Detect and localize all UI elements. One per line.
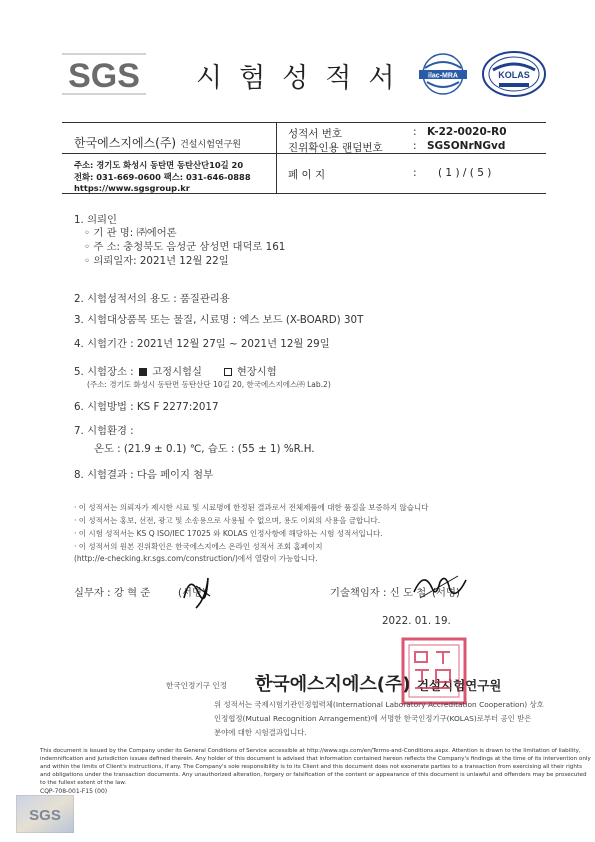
client-request-date: ◦ 의뢰일자: 2021년 12월 22일 (84, 255, 229, 267)
section-1-title: 1. 의뢰인 (74, 214, 117, 226)
report-no-label: 성적서 번호 (288, 128, 343, 140)
section-3-sample: 3. 시험대상품목 또는 물질, 시료명 : 엑스 보드 (X-BOARD) 30T (74, 314, 364, 326)
manager-label: 기술책임자 : 신 도 철 (330, 587, 427, 599)
official-seal (400, 636, 468, 706)
company-phone: 전화: 031-669-0600 팩스: 031-646-0888 (74, 172, 251, 182)
verify-no-label: 진위확인용 랜덤번호 (288, 142, 383, 154)
section-7-title: 7. 시험환경 : (74, 425, 134, 437)
client-address: ◦ 주 소: 충청북도 음성군 삼성면 대덕로 161 (84, 241, 286, 253)
document-title: 시험성적서 (196, 63, 412, 94)
practitioner-sign-label: (서명) (178, 587, 206, 599)
footer-line-4: and obligations under the transaction documents. Any unauthorized alteration, forgery or falsification of the content or appearance of this document is unlawful and offenders may be prosecuted (40, 772, 587, 778)
ilac-mra-seal (415, 52, 471, 96)
manager-signature (410, 568, 470, 604)
form-code: CQP-708-001-F15 (00) (40, 788, 108, 795)
accreditation-company-sub: 건설시험연구원 (416, 678, 502, 693)
location-address-note: (주소: 경기도 화성시 동탄면 동탄산단 10길 20, 한국에스지에스㈜ Lab.2) (87, 380, 331, 389)
report-no-value: K-22-0020-R0 (427, 126, 507, 138)
company-name (74, 134, 241, 151)
company-main: 한국에스지에스(주) (74, 136, 177, 150)
hologram-text: SGS (29, 807, 61, 824)
kolas-text: KOLAS (498, 70, 530, 80)
section-6-method: 6. 시험방법 : KS F 2277:2017 (74, 401, 219, 413)
accreditation-company-main: 한국에스지에스(주) (255, 674, 411, 695)
checkbox-unchecked-icon (224, 368, 232, 376)
accreditation-line-1: 위 성적서는 국제시험기관인정협력체(International Laboratory Accreditation Cooperation) 상호 (214, 700, 544, 709)
hologram-stamp (16, 795, 74, 833)
issue-date: 2022. 01. 19. (382, 615, 451, 627)
footer-line-1: This document is issued by the Company under its General Conditions of Service accessible at http://www.sgs.com/en/Terms-and-Conditions.aspx. Attention is drawn to the limitation of liability, (40, 748, 581, 754)
verify-no-value: SGSONrNGvd (427, 140, 506, 152)
manager-sign-label: (서명) (432, 587, 460, 599)
footer-line-3: and within the limits of Client's instructions, if any. The Company's sole responsibility is to its Client and this document does not exonerate parties to a transaction from exercising all their rights (40, 764, 583, 770)
ilac-text: ilac-MRA (428, 72, 458, 80)
company-address: 주소: 경기도 화성시 동탄면 동탄산단10길 20 (74, 160, 244, 170)
note-5: (http://e-checking.kr.sgs.com/construction/)에서 열람이 가능합니다. (74, 554, 318, 563)
location-field: 현장시험 (236, 366, 277, 378)
practitioner-label: 실무자 : 강 혁 준 (74, 587, 151, 599)
note-1: · 이 성적서는 의뢰자가 제시한 시료 및 시료명에 한정된 결과로서 전체제품에 대한 품질을 보증하지 않습니다 (74, 503, 429, 512)
verify-no-colon: : (413, 140, 417, 152)
environment-value: 온도 : (21.9 ± 0.1) ℃, 습도 : (55 ± 1) %R.H. (94, 443, 315, 455)
company-website: https://www.sgsgroup.kr (74, 183, 190, 193)
accreditation-line-2: 인정협정(Mutual Recognition Arrangement)에 서명한 한국인정기구(KOLAS)로부터 공인 받은 (214, 714, 532, 723)
section-8-result: 8. 시험결과 : 다음 페이지 첨부 (74, 469, 214, 481)
note-2: · 이 성적서는 홍보, 선전, 광고 및 소송용으로 사용될 수 없으며, 용도 이외의 사용을 금합니다. (74, 516, 381, 525)
location-prefix: 5. 시험장소 : (74, 366, 134, 378)
box-bottom-border (62, 193, 546, 194)
footer-line-2: indemnification and jurisdiction issues defined therein. Any holder of this document is advised that information contained hereon reflects the Company's findings at the time of its intervention only (40, 756, 591, 762)
box-divider (276, 122, 277, 194)
kolas-seal (481, 50, 547, 98)
page-colon: : (413, 167, 417, 179)
section-4-period: 4. 시험기간 : 2021년 12월 27일 ~ 2021년 12월 29일 (74, 338, 330, 350)
checkbox-checked-icon (139, 368, 147, 376)
section-5-location (74, 363, 277, 378)
logo-text: SGS (68, 57, 140, 95)
note-4: · 이 성적서의 원본 진위확인은 한국에스지에스 온라인 성적서 조회 홈페이지 (74, 542, 323, 551)
page-label: 페 이 지 (288, 169, 326, 181)
client-org: ◦ 기 관 명: ㈜에어론 (84, 227, 177, 239)
location-fixed-lab: 고정시험실 (152, 366, 202, 378)
practitioner-signature (176, 568, 222, 612)
section-2-purpose: 2. 시험성적서의 용도 : 품질관리용 (74, 293, 230, 305)
accreditation-prefix: 한국인정기구 인정 (166, 681, 228, 690)
report-no-colon: : (413, 126, 417, 138)
accreditation-line-3: 분야에 대한 시험결과입니다. (214, 728, 307, 737)
box-top-border (62, 122, 546, 123)
page-value: ( 1 ) / ( 5 ) (438, 167, 492, 179)
sgs-logo (62, 52, 146, 96)
footer-line-5: to the fullest extent of the law. (40, 780, 127, 786)
company-sub: 건설시험연구원 (180, 140, 241, 150)
note-3: · 이 시험 성적서는 KS Q ISO/IEC 17025 와 KOLAS 인정사항에 해당하는 시험 성적서입니다. (74, 529, 383, 538)
